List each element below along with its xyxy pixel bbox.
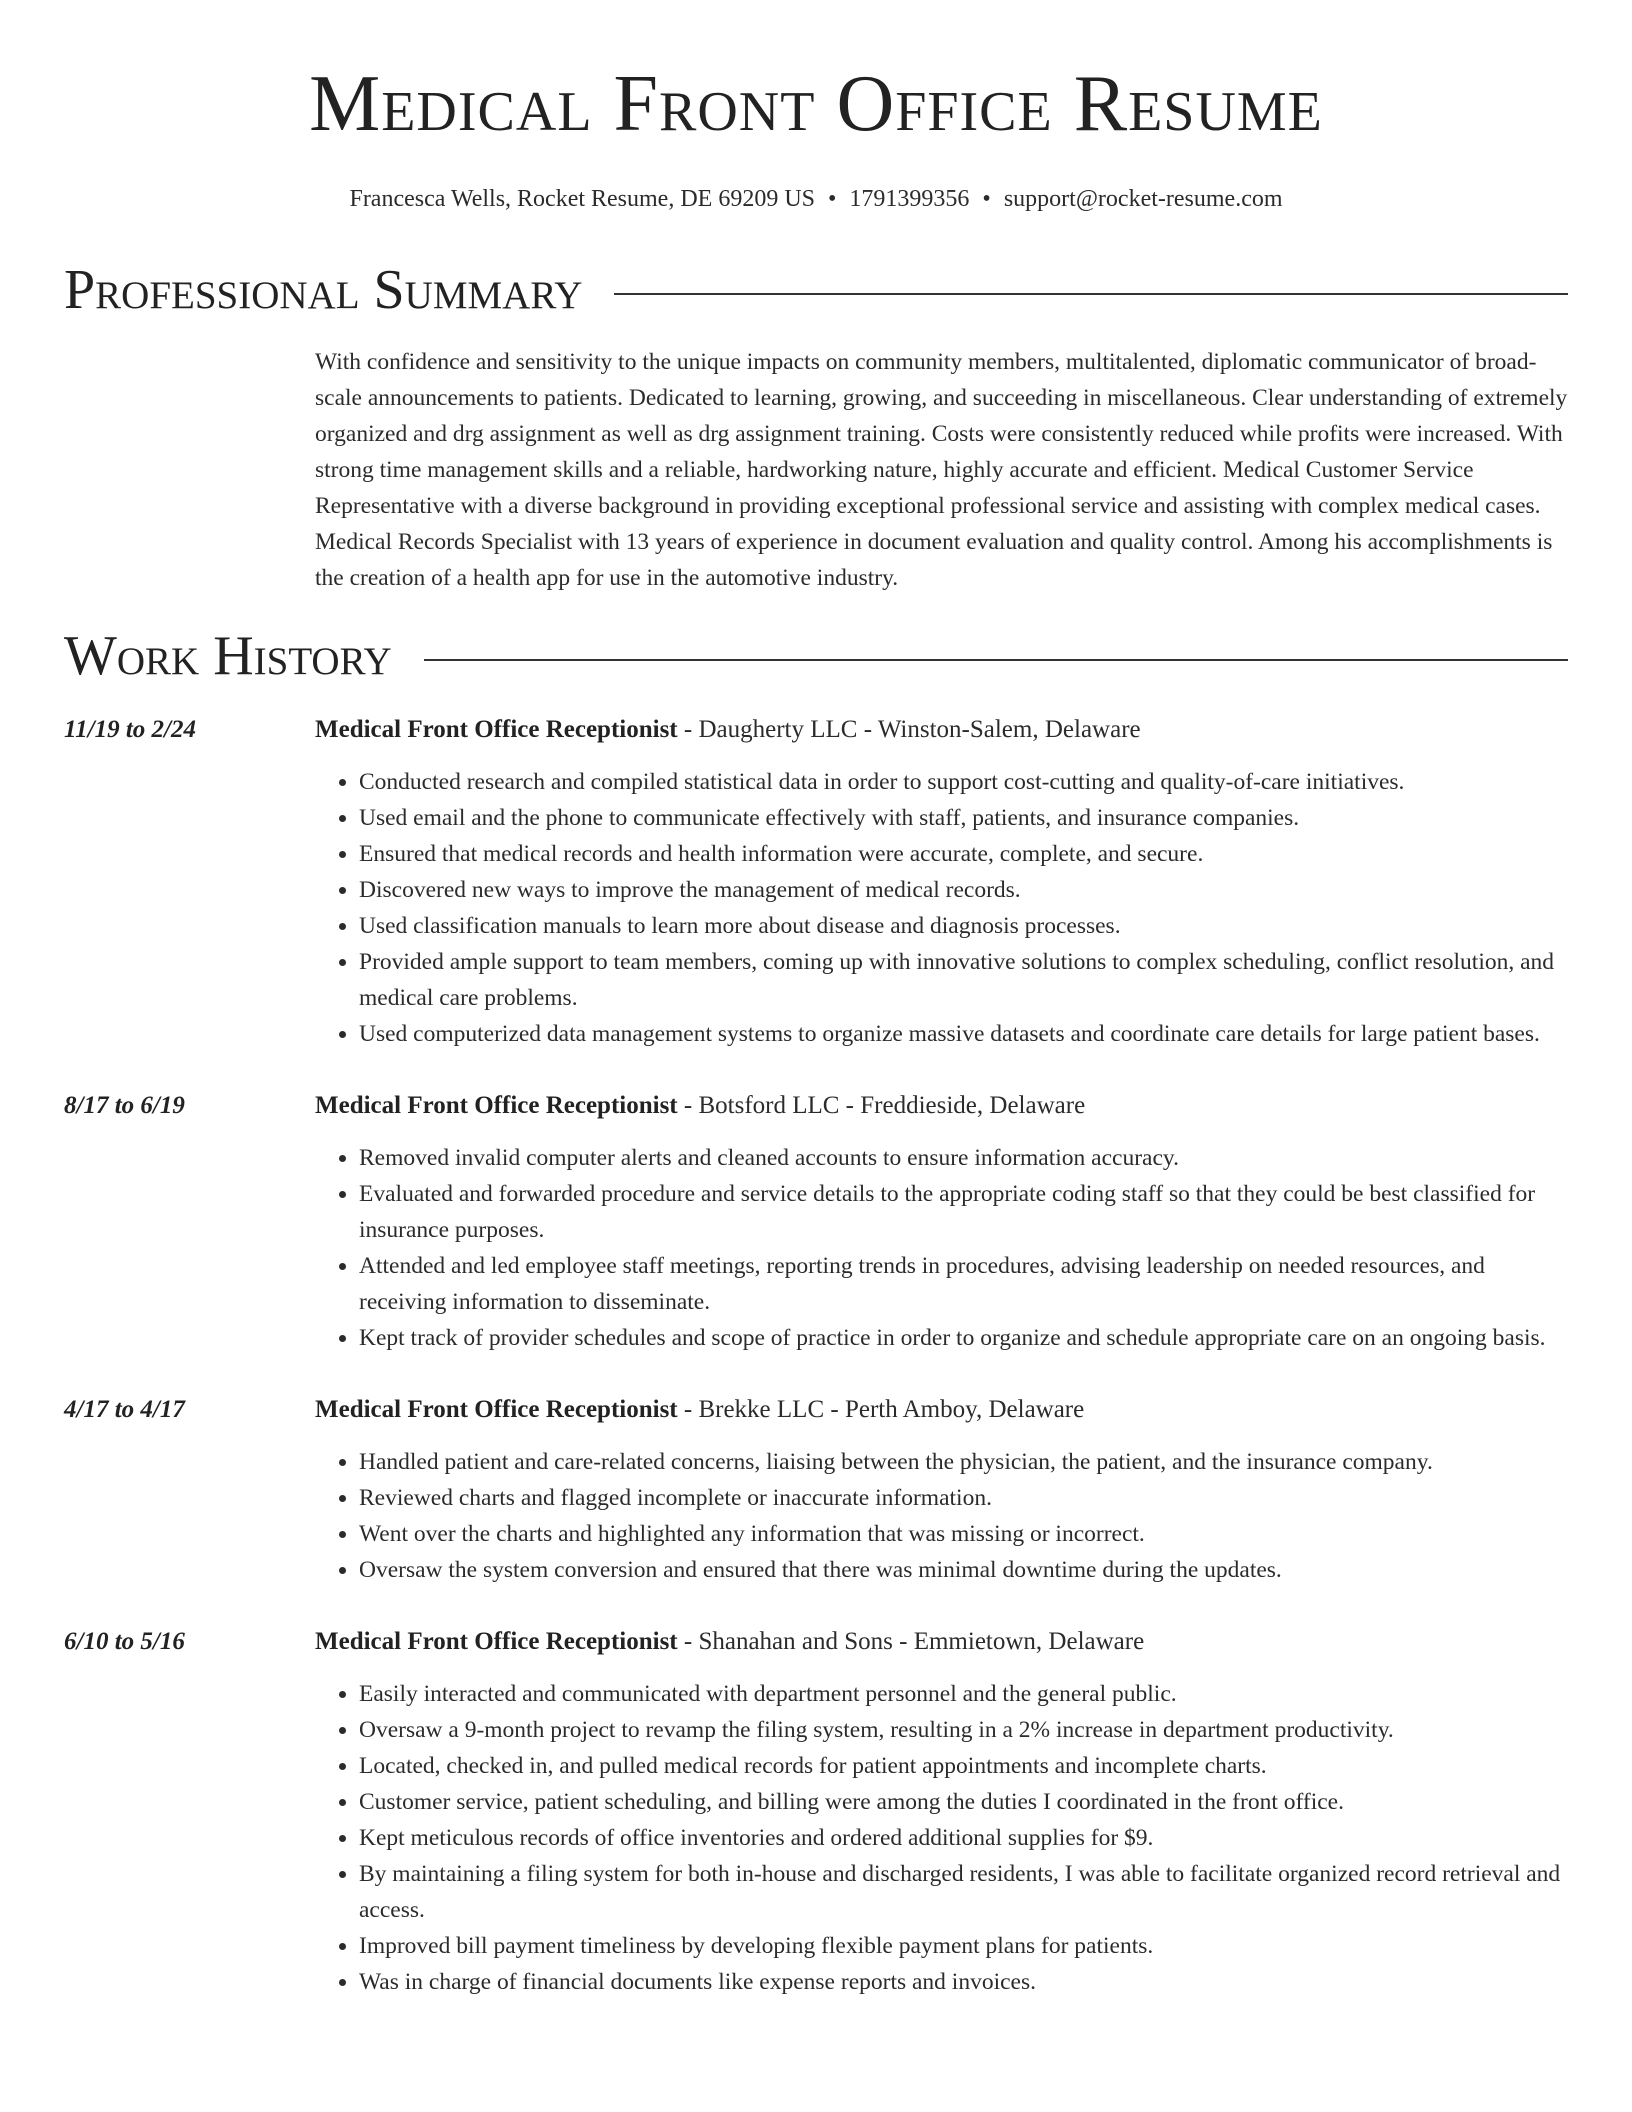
job-bullet: • Located, checked in, and pulled medical records for patient appointments and incomplete charts. (359, 1748, 1568, 1784)
job-body (315, 1392, 1568, 1588)
job-body (315, 1624, 1568, 2000)
job-bullet: • Reviewed charts and flagged incomplete or inaccurate information. (359, 1480, 1568, 1516)
job-bullet: • Attended and led employee staff meetings, reporting trends in procedures, advising leadership on needed resources, and receiving information to disseminate. (359, 1248, 1568, 1320)
job-bullet: • Discovered new ways to improve the management of medical records. (359, 872, 1568, 908)
job-bullet: • Easily interacted and communicated with department personnel and the general public. (359, 1676, 1568, 1712)
job-role: Medical Front Office Receptionist (315, 1628, 678, 1655)
contact-address: Francesca Wells, Rocket Resume, DE 69209 US (349, 186, 816, 212)
job-bullet: • Ensured that medical records and health information were accurate, complete, and secure. (359, 836, 1568, 872)
job-bullet: • Improved bill payment timeliness by developing flexible payment plans for patients. (359, 1928, 1568, 1964)
job-bullet: • Was in charge of financial documents like expense reports and invoices. (359, 1964, 1568, 2000)
job-bullet: • Used classification manuals to learn more about disease and diagnosis processes. (359, 908, 1568, 944)
job-bullet-list (315, 764, 1568, 1052)
job-bullet: • Kept meticulous records of office inventories and ordered additional supplies for $9. (359, 1820, 1568, 1856)
work-history-list (64, 712, 1568, 2000)
job-entry (64, 1088, 1568, 1356)
job-bullet: • Kept track of provider schedules and scope of practice in order to organize and schedule appropriate care on an ongoing basis. (359, 1320, 1568, 1356)
job-role: Medical Front Office Receptionist (315, 1092, 678, 1119)
contact-email: support@rocket-resume.com (1003, 186, 1283, 212)
job-role: Medical Front Office Receptionist (315, 716, 678, 743)
job-company-location: - Brekke LLC - Perth Amboy, Delaware (677, 1396, 1085, 1423)
job-entry (64, 1392, 1568, 1588)
job-bullet: • Oversaw the system conversion and ensured that there was minimal downtime during the updates. (359, 1552, 1568, 1588)
job-dates: 4/17 to 4/17 (64, 1396, 185, 1423)
resume-title: Medical Front Office Resume (309, 60, 1323, 148)
contact-separator: • (828, 186, 837, 212)
job-heading (315, 712, 1568, 748)
job-bullet: • Provided ample support to team members, coming up with innovative solutions to complex scheduling, conflict resolution, and medical care problems. (359, 944, 1568, 1016)
job-company-location: - Shanahan and Sons - Emmietown, Delaware (677, 1628, 1145, 1655)
job-bullet: • Evaluated and forwarded procedure and service details to the appropriate coding staff so that they could be best classified for insurance purposes. (359, 1176, 1568, 1248)
job-dates: 6/10 to 5/16 (64, 1628, 185, 1655)
job-heading (315, 1088, 1568, 1124)
job-role: Medical Front Office Receptionist (315, 1396, 678, 1423)
job-bullet-list (315, 1444, 1568, 1588)
job-bullet: • Conducted research and compiled statistical data in order to support cost-cutting and quality-of-care initiatives. (359, 764, 1568, 800)
job-bullet: • By maintaining a filing system for both in-house and discharged residents, I was able to facilitate organized record retrieval and access. (359, 1856, 1568, 1928)
job-bullet-list (315, 1140, 1568, 1356)
job-dates: 8/17 to 6/19 (64, 1092, 185, 1119)
job-bullet: • Handled patient and care-related concerns, liaising between the physician, the patient, and the insurance company. (359, 1444, 1568, 1480)
job-body (315, 712, 1568, 1052)
job-company-location: - Botsford LLC - Freddieside, Delaware (677, 1092, 1086, 1119)
section-divider (614, 293, 1568, 295)
job-bullet: • Customer service, patient scheduling, and billing were among the duties I coordinated in the front office. (359, 1784, 1568, 1820)
job-entry (64, 1624, 1568, 2000)
job-bullet-list (315, 1676, 1568, 2000)
job-dates: 11/19 to 2/24 (64, 716, 196, 743)
job-bullet: • Oversaw a 9-month project to revamp the filing system, resulting in a 2% increase in department productivity. (359, 1712, 1568, 1748)
job-bullet: • Used computerized data management systems to organize massive datasets and coordinate care details for large patient bases. (359, 1016, 1568, 1052)
job-body (315, 1088, 1568, 1356)
summary-heading: Professional Summary (64, 259, 583, 321)
summary-text: With confidence and sensitivity to the unique impacts on community members, multitalented, diplomatic communicator of broad-scale announcements to patients. Dedicated to learning, growing, and succeeding in miscellaneous. Clear understanding of extremely organized and drg assignment as well as drg assignment training. Costs were consistently reduced while profits were increased. With strong time management skills and a reliable, hardworking nature, highly accurate and efficient. Medical Customer Service Representative with a diverse background in providing exceptional professional service and assisting with complex medical cases. Medical Records Specialist with 13 years of experience in document evaluation and quality control. Among his accomplishments is the creation of a health app for use in the automotive industry. (315, 349, 1568, 591)
job-heading (315, 1392, 1568, 1428)
job-bullet: • Removed invalid computer alerts and cleaned accounts to ensure information accuracy. (359, 1140, 1568, 1176)
summary-section-header (64, 258, 1568, 322)
job-bullet: • Went over the charts and highlighted any information that was missing or incorrect. (359, 1516, 1568, 1552)
work-history-heading: Work History (64, 625, 392, 687)
contact-phone: 1791399356 (849, 186, 970, 212)
job-company-location: - Daugherty LLC - Winston-Salem, Delaware (677, 716, 1141, 743)
contact-line (64, 184, 1568, 214)
work-history-section-header (64, 624, 1568, 688)
job-bullet: • Used email and the phone to communicate effectively with staff, patients, and insurance companies. (359, 800, 1568, 836)
contact-separator: • (982, 186, 991, 212)
section-divider (424, 659, 1568, 661)
job-heading (315, 1624, 1568, 1660)
job-entry (64, 712, 1568, 1052)
